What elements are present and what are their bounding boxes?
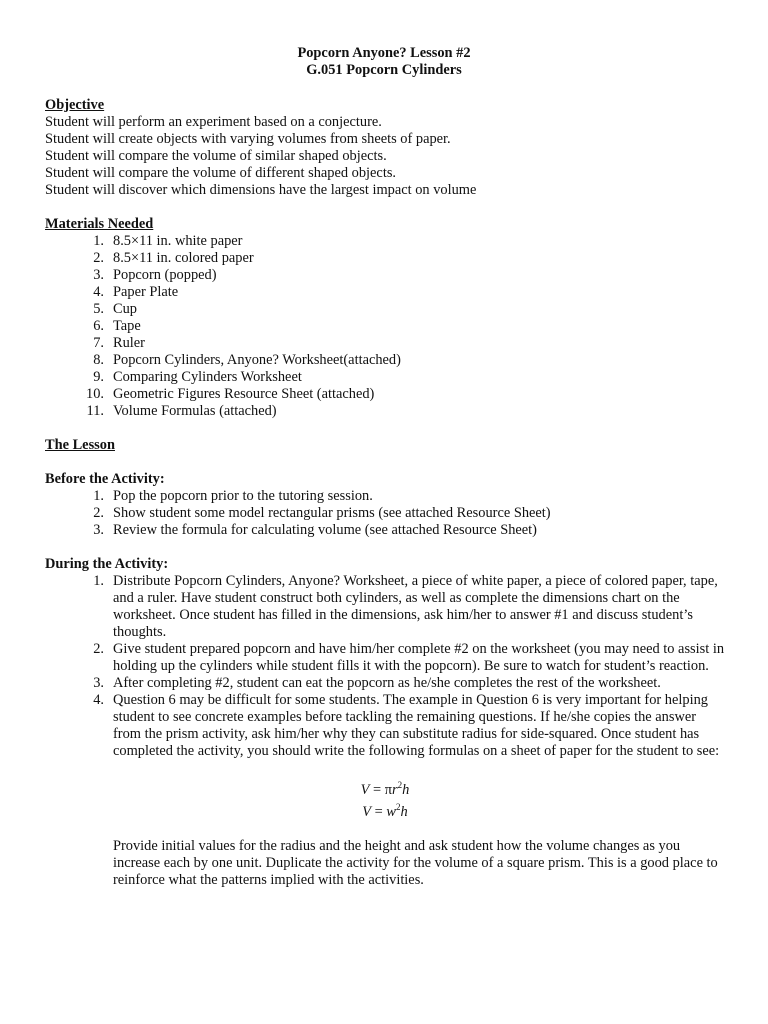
during-activity-heading: During the Activity:	[45, 556, 169, 572]
list-item	[45, 335, 725, 352]
list-number: 3.	[93, 522, 104, 538]
list-text: Give student prepared popcorn and have him/her complete #2 on the worksheet (you may need to assist in holding up the cylinders while student fills it with the popcorn). Be sure to watch for student’s reaction.	[113, 641, 725, 674]
list-item	[45, 692, 725, 760]
during-activity-section	[45, 556, 725, 889]
formula-variable: V	[360, 781, 370, 798]
list-item	[45, 675, 725, 692]
document-body	[45, 97, 725, 889]
list-text: Volume Formulas (attached)	[113, 403, 277, 419]
closing-paragraph: Provide initial values for the radius and the height and ask student how the volume changes as you increase each by one unit. Duplicate the activity for the volume of a square prism. This is a good place to reinforce what the patterns implied with the activities.	[113, 837, 718, 888]
list-number: 1.	[93, 233, 104, 249]
list-item	[45, 488, 725, 505]
during-activity-list	[45, 573, 725, 760]
list-text: Geometric Figures Resource Sheet (attached)	[113, 386, 375, 402]
materials-section	[45, 216, 725, 420]
list-number: 1.	[93, 488, 104, 504]
list-number: 4.	[93, 284, 104, 300]
lesson-section	[45, 437, 725, 889]
formula-operator: = π	[369, 781, 393, 798]
list-number: 7.	[93, 335, 104, 351]
list-text: Popcorn (popped)	[113, 267, 217, 283]
list-number: 5.	[93, 301, 104, 317]
list-item	[45, 318, 725, 335]
list-item	[45, 301, 725, 318]
lesson-heading: The Lesson	[45, 437, 115, 453]
list-number: 9.	[93, 369, 104, 385]
prism-volume-formula	[45, 799, 725, 821]
list-number: 1.	[93, 573, 104, 589]
objective-heading: Objective	[45, 97, 105, 113]
formula-variable: h	[400, 803, 408, 820]
document-title: Popcorn Anyone? Lesson #2	[297, 45, 471, 61]
list-item	[45, 284, 725, 301]
list-text: Tape	[113, 318, 141, 334]
list-text: Popcorn Cylinders, Anyone? Worksheet(attached)	[113, 352, 401, 368]
list-item	[45, 403, 725, 420]
formula-variable: h	[402, 781, 410, 798]
formula-exponent: 2	[396, 801, 401, 812]
list-number: 3.	[93, 675, 104, 691]
objective-line: Student will create objects with varying volumes from sheets of paper.	[45, 131, 451, 147]
list-number: 2.	[93, 505, 104, 521]
list-item	[45, 233, 725, 250]
list-text: After completing #2, student can eat the popcorn as he/she completes the rest of the worksheet.	[113, 675, 661, 691]
list-text: 8.5×11 in. colored paper	[113, 250, 254, 266]
list-number: 2.	[93, 641, 104, 657]
materials-heading: Materials Needed	[45, 216, 154, 232]
list-number: 4.	[93, 692, 104, 708]
list-number: 3.	[93, 267, 104, 283]
formula-operator: =	[371, 803, 387, 820]
list-item	[45, 386, 725, 403]
list-text: Comparing Cylinders Worksheet	[113, 369, 302, 385]
list-item	[45, 369, 725, 386]
before-activity-section	[45, 471, 725, 539]
list-text: Review the formula for calculating volume (see attached Resource Sheet)	[113, 522, 537, 538]
list-number: 8.	[93, 352, 104, 368]
objective-line: Student will compare the volume of different shaped objects.	[45, 165, 397, 181]
objective-section	[45, 97, 725, 199]
before-activity-heading: Before the Activity:	[45, 471, 165, 487]
formula-variable: V	[362, 803, 372, 820]
formula-variable: w	[386, 803, 396, 820]
before-activity-list	[45, 488, 725, 539]
list-text: Distribute Popcorn Cylinders, Anyone? Worksheet, a piece of white paper, a piece of colored paper, tape, and a ruler. Have student construct both cylinders, as well as complete the dimensions chart on the worksheet. Once student has filled in the dimensions, ask him/her to answer #1 and discuss student’s thoughts.	[113, 573, 718, 640]
list-number: 6.	[93, 318, 104, 334]
list-text: Cup	[113, 301, 137, 317]
list-item	[45, 250, 725, 267]
materials-list	[45, 233, 725, 420]
list-item	[45, 505, 725, 522]
objective-line: Student will perform an experiment based on a conjecture.	[45, 114, 382, 130]
formula-variable: r	[392, 781, 398, 798]
list-text: Question 6 may be difficult for some students. The example in Question 6 is very important for helping student to see concrete examples before tackling the remaining questions. If he/she copies the answer from the prism activity, ask him/her why they can substitute radius for side-squared. Once student has completed the activity, you should write the following formulas on a sheet of paper for the student to see:	[113, 692, 720, 759]
volume-formulas	[45, 777, 725, 821]
list-item	[45, 641, 725, 675]
objective-line: Student will discover which dimensions have the largest impact on volume	[45, 182, 477, 198]
list-item	[45, 267, 725, 284]
objective-line: Student will compare the volume of similar shaped objects.	[45, 148, 387, 164]
document-subtitle: G.051 Popcorn Cylinders	[306, 62, 462, 78]
document-title-block	[0, 45, 768, 79]
list-item	[45, 352, 725, 369]
list-item	[45, 522, 725, 539]
cylinder-volume-formula	[45, 777, 725, 799]
list-text: Show student some model rectangular prisms (see attached Resource Sheet)	[113, 505, 551, 521]
list-text: Paper Plate	[113, 284, 179, 300]
list-text: 8.5×11 in. white paper	[113, 233, 243, 249]
list-text: Pop the popcorn prior to the tutoring session.	[113, 488, 373, 504]
list-number: 2.	[93, 250, 104, 266]
list-text: Ruler	[113, 335, 145, 351]
list-item	[45, 573, 725, 641]
formula-exponent: 2	[397, 780, 403, 790]
list-number: 11.	[86, 403, 104, 419]
list-number: 10.	[86, 386, 104, 402]
